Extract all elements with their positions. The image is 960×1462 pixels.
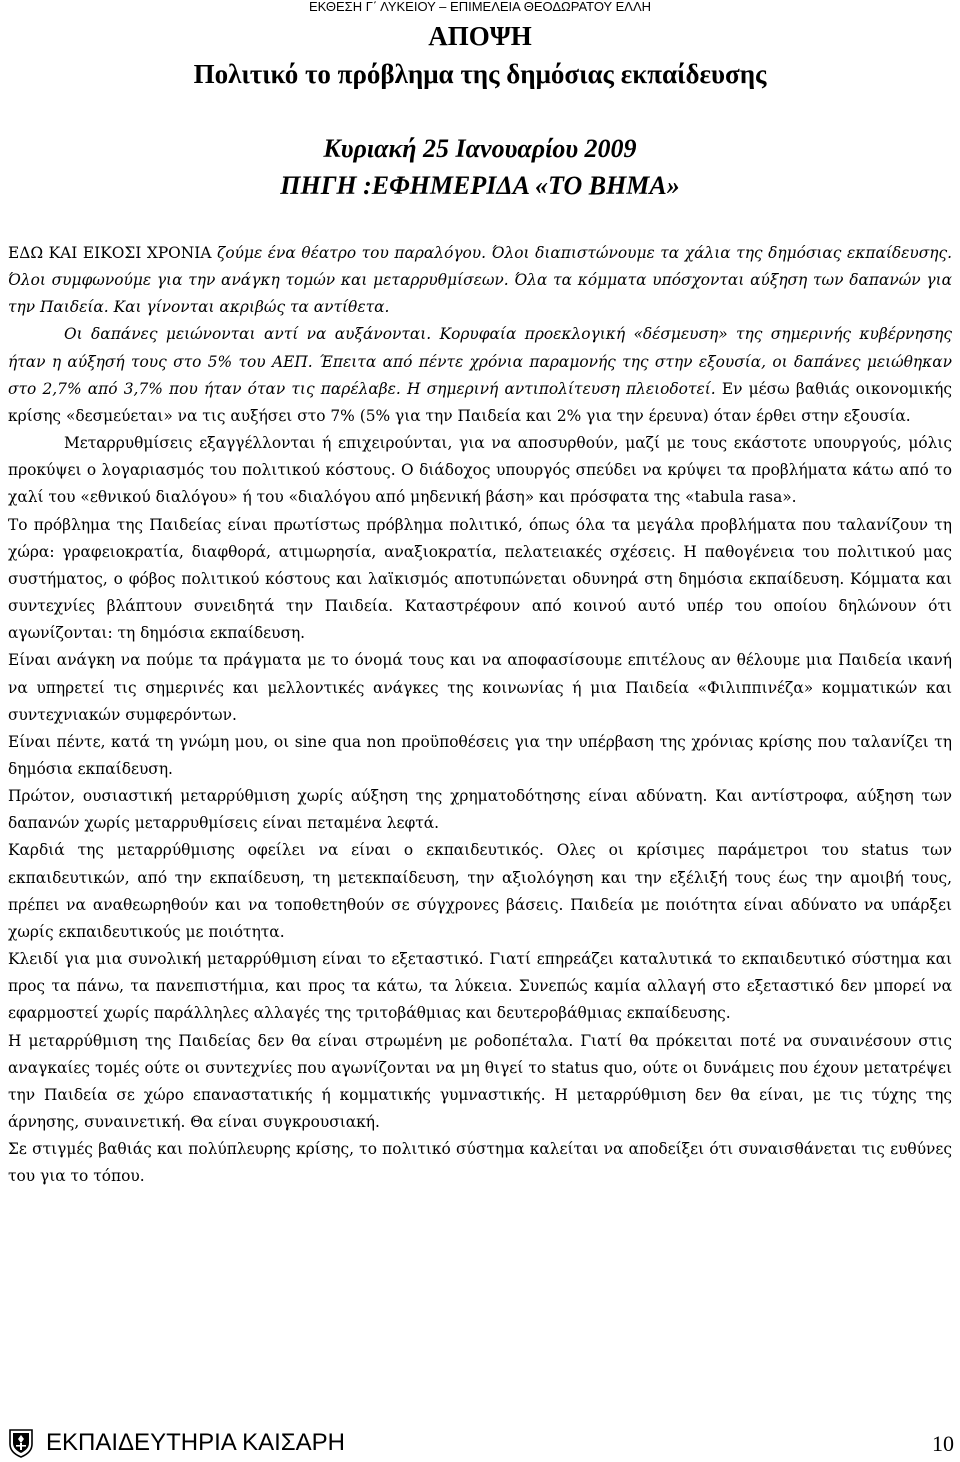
paragraph-1 (8, 240, 952, 321)
paragraph-1-lead: ΕΔΩ ΚΑΙ ΕΙΚΟΣΙ ΧΡΟΝΙΑ (8, 244, 218, 262)
page-title: ΑΠΟΨΗ (428, 21, 532, 51)
school-crest-icon (8, 1428, 34, 1458)
article-body (8, 240, 952, 1190)
paragraph-5: Είναι ανάγκη να πούμε τα πράγματα με το όνομά τους και να αποφασίσουμε επιτέλους αν θέλουμε μια Παιδεία ικανή να υπηρετεί τις σημερινές και μελλοντικές ανάγκες της κοινωνίας ή μια Παιδεία «Φιλιππινέζα» κομματικών και συντεχνιακών συμφερόντων. (8, 651, 952, 724)
paragraph-9: Κλειδί για μια συνολική μεταρρύθμιση είναι το εξεταστικό. Γιατί επηρεάζει καταλυτικά το εκπαιδευτικό σύστημα και προς τα πάνω, τα πανεπιστήμια, και προς τα κάτω, τα λύκεια. Συνεπώς καμία αλλαγή στο εξεταστικό δεν μπορεί να εφαρμοστεί χωρίς παράλληλες αλλαγές της τριτοβάθμιας και δευτεροβάθμιας εκπαίδευσης. (8, 950, 952, 1023)
paragraph-7: Πρώτον, ουσιαστική μεταρρύθμιση χωρίς αύξηση της χρηματοδότησης είναι αδύνατη. Και αντίστροφα, αύξηση των δαπανών χωρίς μεταρρυθμίσεις είναι πεταμένα λεφτά. (8, 787, 952, 833)
paragraph-2-italic: Οι δαπάνες μειώνονται αντί να αυξάνονται. Κορυφαία προεκλογική «δέσμευση» της σημερινής κυβέρνησης ήταν η αύξησή τους στο 5% του ΑΕΠ. Έπειτα από πέντε χρόνια παραμονής της στην εξουσία, οι δαπάνες μειώθηκαν στο 2,7% από 3,7% που ήταν όταν τις παρέλαβε. Η σημερινή αντιπολίτευση πλειοδοτεί. (8, 325, 952, 398)
paragraph-2 (8, 321, 952, 430)
paragraph-4: Το πρόβλημα της Παιδείας είναι πρωτίστως πρόβλημα πολιτικό, όπως όλα τα μεγάλα προβλήματα που ταλανίζουν τη χώρα: γραφειοκρατία, διαφθορά, ατιμωρησία, αναξιοκρατία, πελατειακές σχέσεις. Η παθογένεια του πολιτικού μας συστήματος, ο φόβος πολιτικού κόστους και λαϊκισμός αποτυπώνεται οδυνηρά στη δημόσια εκπαίδευση. Κόμματα και συντεχνίες βλάπτουν συνειδητά την Παιδεία. Καταστρέφουν από κοινού αυτό υπέρ του οποίου δηλώνουν ότι αγωνίζονται: τη δημόσια εκπαίδευση. (8, 515, 952, 643)
paragraph-11: Σε στιγμές βαθιάς και πολύπλευρης κρίσης, το πολιτικό σύστημα καλείται να αποδείξει ότι συναισθάνεται τις ευθύνες του για το τόπου. (8, 1140, 952, 1186)
page-number: 10 (932, 1431, 954, 1456)
page-footer (4, 1420, 956, 1460)
paragraph-10: Η μεταρρύθμιση της Παιδείας δεν θα είναι στρωμένη με ροδοπέταλα. Γιατί θα πρόκειται ποτέ να συναινέσουν στις αναγκαίες τομές ούτε οι συντεχνίες που αγωνίζονται να μη θιγεί το status quo, ούτε οι δυνάμεις που έχουν μετατρέψει την Παιδεία σε χώρο επαναστατικής ή κομματικής γυμναστικής. Η μεταρρύθμιση δεν θα είναι, με τις τύχης της άρνησης, συναινετική. Θα είναι συγκρουσιακή. (8, 1031, 952, 1131)
footer-publisher: ΕΚΠΑΙΔΕΥΤΗΡΙΑ ΚΑΙΣΑΡΗ (46, 1429, 345, 1456)
paragraph-1-italic: ζούμε ένα θέατρο του παραλόγου. Όλοι διαπιστώνουμε τα χάλια της δημόσιας εκπαίδευσης. Όλοι συμφωνούμε για την ανάγκη τομών και μεταρρυθμίσεων. Όλα τα κόμματα υπόσχονται αύξηση των δαπανών για την Παιδεία. Και γίνονται ακριβώς τα αντίθετα. (8, 244, 952, 317)
paragraph-8: Καρδιά της μεταρρύθμισης οφείλει να είναι ο εκπαιδευτικός. Ολες οι κρίσιμες παράμετροι του status των εκπαιδευτικών, από την εκπαίδευση, τη μετεκπαίδευση, την αξιολόγηση και την εξέλιξή τους έως την αμοιβή τους, πρέπει να αναθεωρηθούν και να τοποθετηθούν σε σύγχρονες βάσεις. Παιδεία με ποιότητα είναι αδύνατο να υπάρξει χωρίς εκπαιδευτικούς με ποιότητα. (8, 841, 952, 941)
running-header: ΕΚΘΕΣΗ Γ΄ ΛΥΚΕΙΟΥ – ΕΠΙΜΕΛΕΙΑ ΘΕΟΔΩΡΑΤΟΥ ΕΛΛΗ (308, 0, 652, 14)
paragraph-2-plain: Εν μέσω βαθιάς οικονομικής κρίσης «δεσμεύεται» να τις αυξήσει στο 7% (5% για την Παιδεία και 2% για την έρευνα) όταν έρθει στην εξουσία. (8, 379, 952, 425)
paragraph-6: Είναι πέντε, κατά τη γνώμη μου, οι sine qua non προϋποθέσεις για την υπέρβαση της χρόνιας κρίσης που ταλανίζει τη δημόσια εκπαίδευση. (8, 732, 952, 778)
article-date: Κυριακή 25 Ιανουαρίου 2009 (323, 134, 637, 163)
article-source: ΠΗΓΗ :ΕΦΗΜΕΡΙΔΑ «ΤΟ ΒΗΜΑ» (280, 171, 680, 200)
article-subtitle: Πολιτικό το πρόβλημα της δημόσιας εκπαίδευσης (193, 59, 767, 89)
paragraph-3: Μεταρρυθμίσεις εξαγγέλλονται ή επιχειρούνται, για να αποσυρθούν, μαζί με τους εκάστοτε υπουργούς, μόλις προκύψει ο λογαριασμός του πολιτικού κόστους. Ο διάδοχος υπουργός σπεύδει να κρύψει τα προβλήματα κάτω από το χαλί του «εθνικού διαλόγου» ή του «διαλόγου από μηδενική βάση» και πρόσφατα της «tabula rasa». (8, 434, 952, 507)
